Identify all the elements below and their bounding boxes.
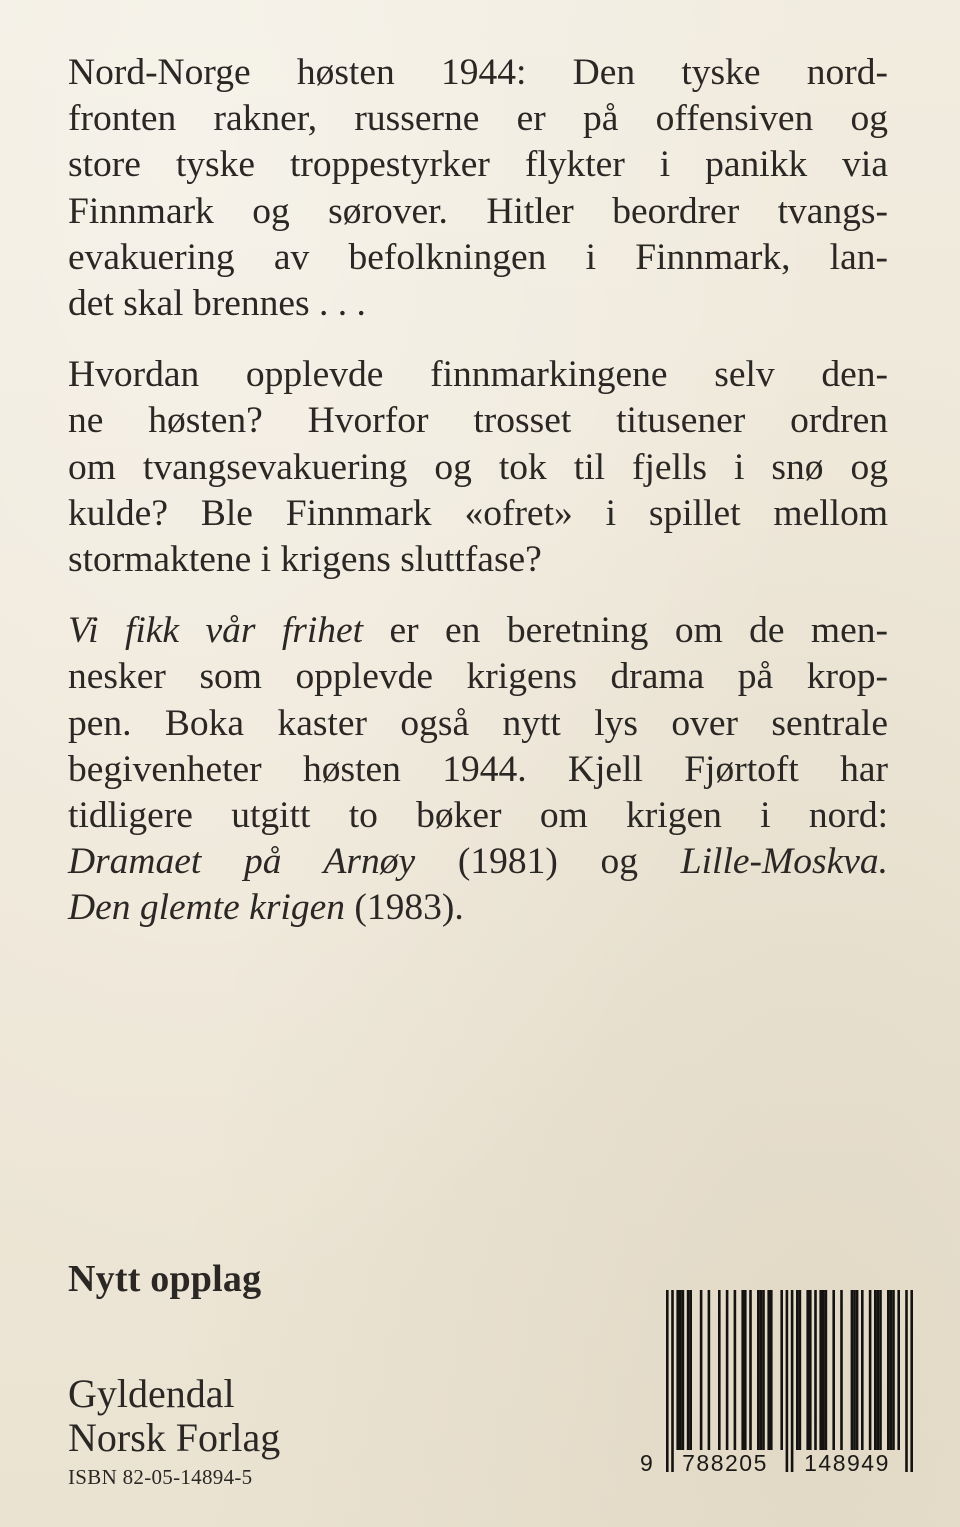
barcode-bar (874, 1290, 877, 1450)
blurb-line: stormaktene i krigens sluttfase? (68, 539, 542, 581)
barcode-bar (786, 1290, 789, 1472)
blurb-paragraph-2 (68, 352, 888, 583)
barcode-bar (760, 1290, 763, 1450)
book-title: Lille-Moskva. (680, 841, 888, 883)
barcode-bar (741, 1290, 744, 1450)
barcode-bar (879, 1290, 882, 1450)
barcode-bar (791, 1290, 794, 1472)
blurb-text-run: (1981) og (415, 841, 681, 883)
blurb-paragraph-1 (68, 50, 888, 327)
blurb-text-run: (1983). (344, 887, 464, 929)
barcode-right-group: 148949 (804, 1450, 890, 1476)
barcode-bar (767, 1290, 770, 1450)
blurb-line: det skal brennes . . . (68, 283, 366, 325)
barcode-bar (689, 1290, 692, 1450)
barcode-bar (749, 1290, 752, 1450)
blurb-paragraph-3 (68, 608, 888, 931)
book-title: Den glemte krigen (68, 887, 345, 929)
barcode-bar (770, 1290, 773, 1450)
blurb-line: kulde? Ble Finnmark «ofret» i spillet mellom (68, 492, 888, 534)
barcode-bar (757, 1290, 760, 1450)
barcode-bar (910, 1290, 913, 1472)
blurb-line: Hvordan opplevde finnmarkingene selv den- (68, 354, 888, 396)
blurb-line: begivenheter høsten 1944. Kjell Fjørtoft har (68, 748, 888, 790)
blurb-line: Finnmark og sørover. Hitler beordrer tvangs- (68, 190, 888, 232)
barcode-bar (825, 1290, 828, 1450)
blurb-line (68, 885, 888, 931)
blurb-line: Nord-Norge høsten 1944: Den tyske nord- (68, 52, 888, 93)
barcode-bar (897, 1290, 900, 1450)
barcode-bar (708, 1290, 711, 1450)
book-title: Vi fikk vår frihet (68, 610, 364, 652)
barcode-bar (869, 1290, 872, 1450)
blurb-line: nesker som opplevde krigens drama på krop- (68, 656, 888, 698)
barcode-bar (877, 1290, 880, 1450)
barcode-bar (809, 1290, 812, 1450)
blurb-line: store tyske troppestyrker flykter i panikk via (68, 144, 888, 186)
barcode-bar (851, 1290, 854, 1450)
reprint-label: Nytt opplag (68, 1258, 262, 1300)
barcode-bar (726, 1290, 729, 1450)
blurb-text (68, 50, 888, 957)
barcode-bar (687, 1290, 690, 1450)
publisher-line: Norsk Forlag (68, 1415, 281, 1460)
barcode-bar (856, 1290, 859, 1450)
barcode-bar (822, 1290, 825, 1450)
barcode-first-digit: 9 (640, 1450, 653, 1476)
barcode-bar (734, 1290, 737, 1450)
blurb-line: om tvangsevakuering og tok til fjells i snø og (68, 446, 888, 488)
blurb-line: evakuering av befolkningen i Finnmark, lan- (68, 236, 888, 278)
barcode-digits (640, 1450, 920, 1480)
book-title: Dramaet på Arnøy (68, 841, 416, 883)
publisher-line: Gyldendal (68, 1371, 235, 1416)
blurb-line (68, 608, 888, 654)
barcode-bar (682, 1290, 685, 1450)
barcode-bar (890, 1290, 893, 1450)
barcode-bar (853, 1290, 856, 1450)
blurb-line (68, 839, 888, 885)
barcode-bar (744, 1290, 747, 1450)
barcode-bar (806, 1290, 809, 1450)
barcode-bar (861, 1290, 864, 1450)
barcode-bar (671, 1290, 674, 1472)
barcode-left-group: 788205 (682, 1450, 768, 1476)
barcode-bar (799, 1290, 802, 1450)
barcode-bar (679, 1290, 682, 1450)
blurb-line: fronten rakner, russerne er på offensiven og (68, 98, 888, 140)
barcode-bar (796, 1290, 799, 1450)
barcode-bar (814, 1290, 817, 1450)
blurb-line: pen. Boka kaster også nytt lys over sentrale (68, 702, 888, 744)
barcode-bar (819, 1290, 822, 1450)
isbn-number: ISBN 82-05-14894-5 (68, 1465, 253, 1489)
blurb-text-run: er en beretning om de men- (363, 610, 888, 652)
barcode-bar (892, 1290, 895, 1450)
barcode-bar (700, 1290, 703, 1450)
barcode-bars (648, 1290, 920, 1476)
barcode-bar (832, 1290, 835, 1450)
barcode-bar (718, 1290, 721, 1450)
barcode-bar (887, 1290, 890, 1450)
barcode-bar (676, 1290, 679, 1450)
barcode (640, 1290, 920, 1480)
barcode-bar (762, 1290, 765, 1450)
publisher-name (68, 1372, 280, 1460)
blurb-line: tidligere utgitt to bøker om krigen i nord: (68, 795, 888, 837)
barcode-bar (840, 1290, 843, 1450)
barcode-bar (666, 1290, 669, 1472)
barcode-bar (905, 1290, 908, 1472)
barcode-bar (780, 1290, 783, 1450)
blurb-line: ne høsten? Hvorfor trosset titusener ordren (68, 400, 888, 442)
